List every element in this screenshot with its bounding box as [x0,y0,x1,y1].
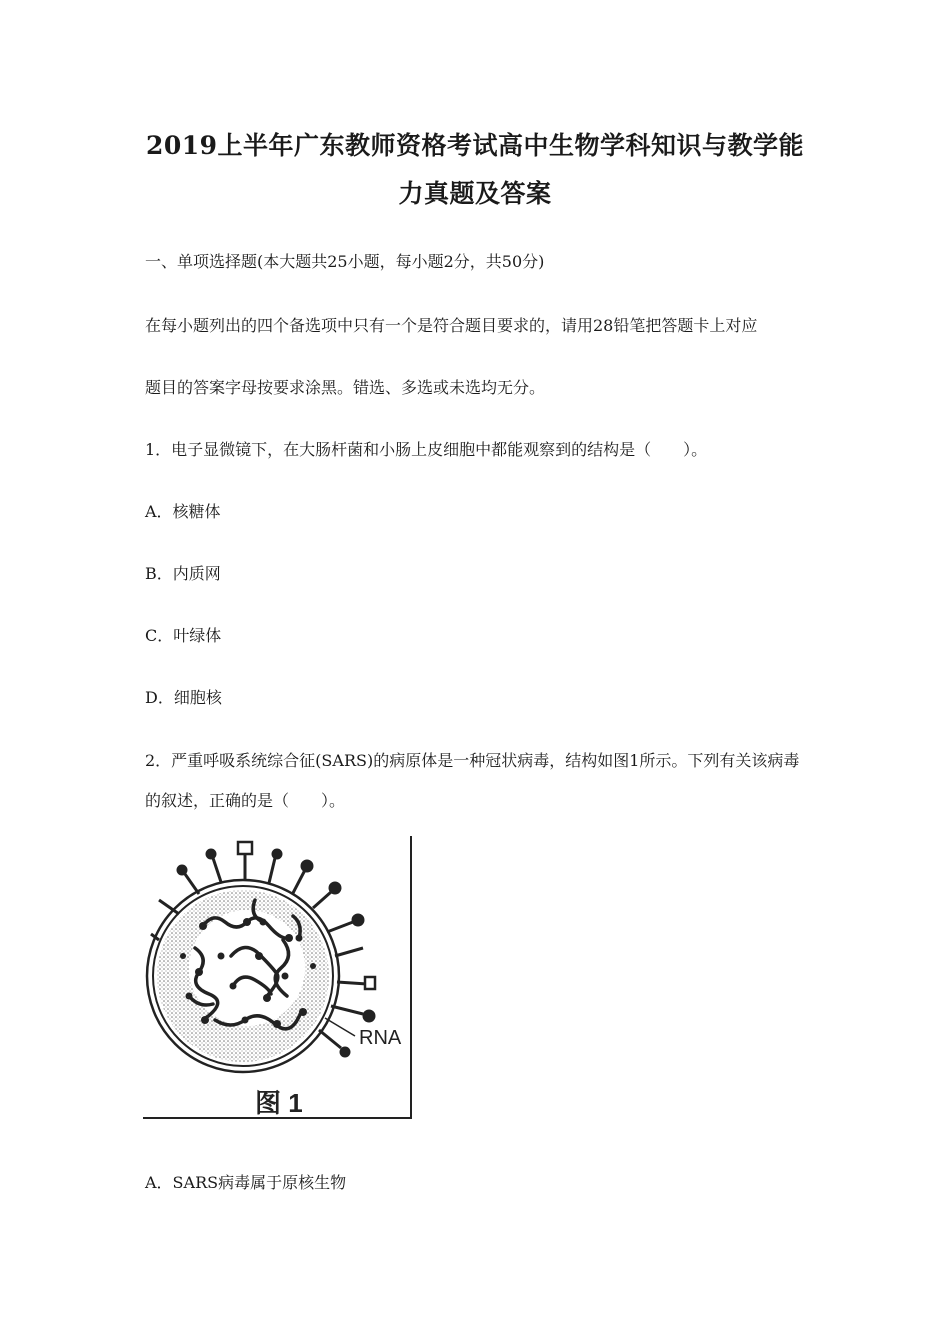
question-2-stem-line-1: 2．严重呼吸系统综合征(SARS)的病原体是一种冠状病毒，结构如图1所示。下列有关该病毒 [145,751,800,770]
question-2-option-a: A．SARS病毒属于原核生物 [145,1173,347,1192]
question-1-option-c: C．叶绿体 [145,626,222,645]
question-1-option-b: B．内质网 [145,564,221,583]
question-2-stem-line-2: 的叙述，正确的是（ ）。 [145,791,346,810]
page-title-line-1: 2019上半年广东教师资格考试高中生物学科知识与教学能 [145,131,805,160]
instruction-line-1: 在每小题列出的四个备选项中只有一个是符合题目要求的，请用28铅笔把答题卡上对应 [145,316,758,335]
question-1-stem: 1．电子显微镜下，在大肠杆菌和小肠上皮细胞中都能观察到的结构是（ ）。 [145,440,708,459]
virus-diagram [143,836,413,1120]
instruction-line-2: 题目的答案字母按要求涂黑。错选、多选或未选均无分。 [145,378,546,397]
rna-label: RNA [359,1027,402,1049]
figure-caption: 图 1 [255,1088,303,1118]
question-1-option-d: D．细胞核 [145,688,222,707]
rna-leader-line [325,1018,355,1036]
page-title-line-2: 力真题及答案 [398,179,552,208]
sars-virus-figure [143,836,413,1120]
section-heading: 一、单项选择题(本大题共25小题，每小题2分，共50分) [145,252,545,271]
question-1-option-a: A．核糖体 [145,502,221,521]
